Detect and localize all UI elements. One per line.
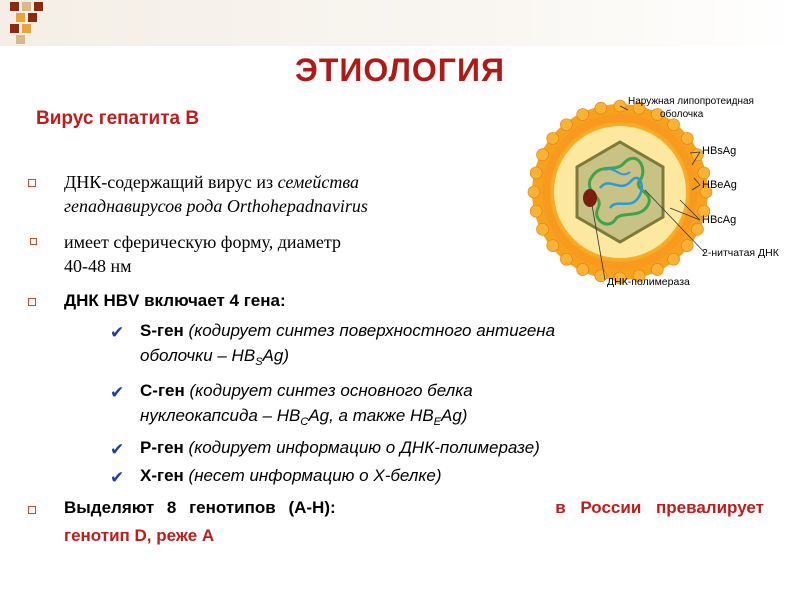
gene-s [140,318,780,375]
bullet-shape [64,230,504,278]
surface-spike [537,223,549,235]
polymerase-blob [583,189,597,207]
gene-subscript: C [300,416,309,428]
bullet-text: 40-48 нм [64,256,132,276]
gene-subscript: E [433,416,442,428]
gene-c [140,378,780,435]
genotypes-text-red: в России превалирует [555,498,764,517]
surface-spike [530,205,542,217]
top-decorative-bar [0,0,800,46]
bullet-genes-heading: ДНК HBV включает 4 гена: [64,291,286,310]
gene-name: Р-ген [140,438,184,457]
gene-desc: (кодирует синтез основного белка [184,381,473,400]
bullet-text: ДНК-содержащий вирус из [64,172,278,192]
gene-desc: нуклеокапсида – HB [140,406,301,425]
gene-desc: оболочки – HB [140,346,256,365]
label-polymerase: ДНК-полимераза [607,276,690,288]
surface-spike [577,263,589,275]
decor-square [16,13,25,22]
surface-spike [560,119,572,131]
decor-square [28,13,37,22]
gene-desc: Ag) [441,406,468,425]
gene-desc: (несет информацию о Х-белке) [183,466,442,485]
surface-spike [681,240,693,252]
decor-square [16,35,25,44]
gene-desc: (кодирует синтез поверхностного антигена [183,321,556,340]
gene-desc: (кодирует информацию о ДНК-полимеразе) [183,438,540,457]
surface-spike [537,149,549,161]
gene-x [140,463,780,488]
surface-spike [547,240,559,252]
label-hbcag: HBcAg [702,214,737,226]
surface-spike [668,253,680,265]
surface-spike [668,119,680,131]
checkmark-icon: ✔ [110,440,125,460]
gene-name: С-ген [140,381,185,400]
gene-subscript: S [255,356,263,368]
genotypes-text: Выделяют 8 генотипов (А-Н): [64,498,336,517]
top-band [0,0,800,46]
surface-spike [651,263,663,275]
label-dna: 2-нитчатая ДНК [702,247,779,259]
bullet-text-italic: гепаднавирусов рода Orthohepadnavirus [64,196,368,216]
decor-square [22,2,31,11]
bullet-genotypes [64,494,764,550]
label-envelope: оболочка [660,109,704,120]
surface-spike [595,270,607,282]
gene-name: S-ген [140,321,184,340]
decor-square [10,2,19,11]
bullet-marker [28,179,36,187]
gene-desc: Ag) [262,346,289,365]
surface-spike [560,253,572,265]
subtitle: Вирус гепатита В [36,108,200,129]
surface-spike [547,132,559,144]
bullet-dna-virus [64,170,504,218]
checkmark-icon: ✔ [110,383,125,403]
surface-spike [698,167,710,179]
decor-square [34,2,43,11]
bullet-marker [28,298,36,306]
gene-name: Х-ген [140,466,184,485]
bullet-marker [30,238,37,245]
label-hbeag: HBeAg [702,179,737,191]
label-envelope: Наружная липопротеидная [628,96,754,107]
gene-p [140,435,780,460]
decor-square [10,24,19,33]
bullet-text: имеет сферическую форму, диаметр [64,232,342,252]
decor-square [22,24,31,33]
gene-desc: Ag, а также HB [308,406,434,425]
bullet-text-italic: семейства [277,172,360,192]
genotypes-text-red: генотип D, реже А [64,526,215,545]
surface-spike [528,186,540,198]
hbv-virion-diagram [520,80,800,300]
label-hbsag: HBsAg [702,145,737,157]
checkmark-icon: ✔ [110,468,125,488]
surface-spike [530,167,542,179]
surface-spike [577,109,589,121]
bullet-marker [28,506,36,514]
page-title: ЭТИОЛОГИЯ [295,52,505,88]
checkmark-icon: ✔ [110,323,125,343]
surface-spike [595,102,607,114]
surface-spike [681,132,693,144]
